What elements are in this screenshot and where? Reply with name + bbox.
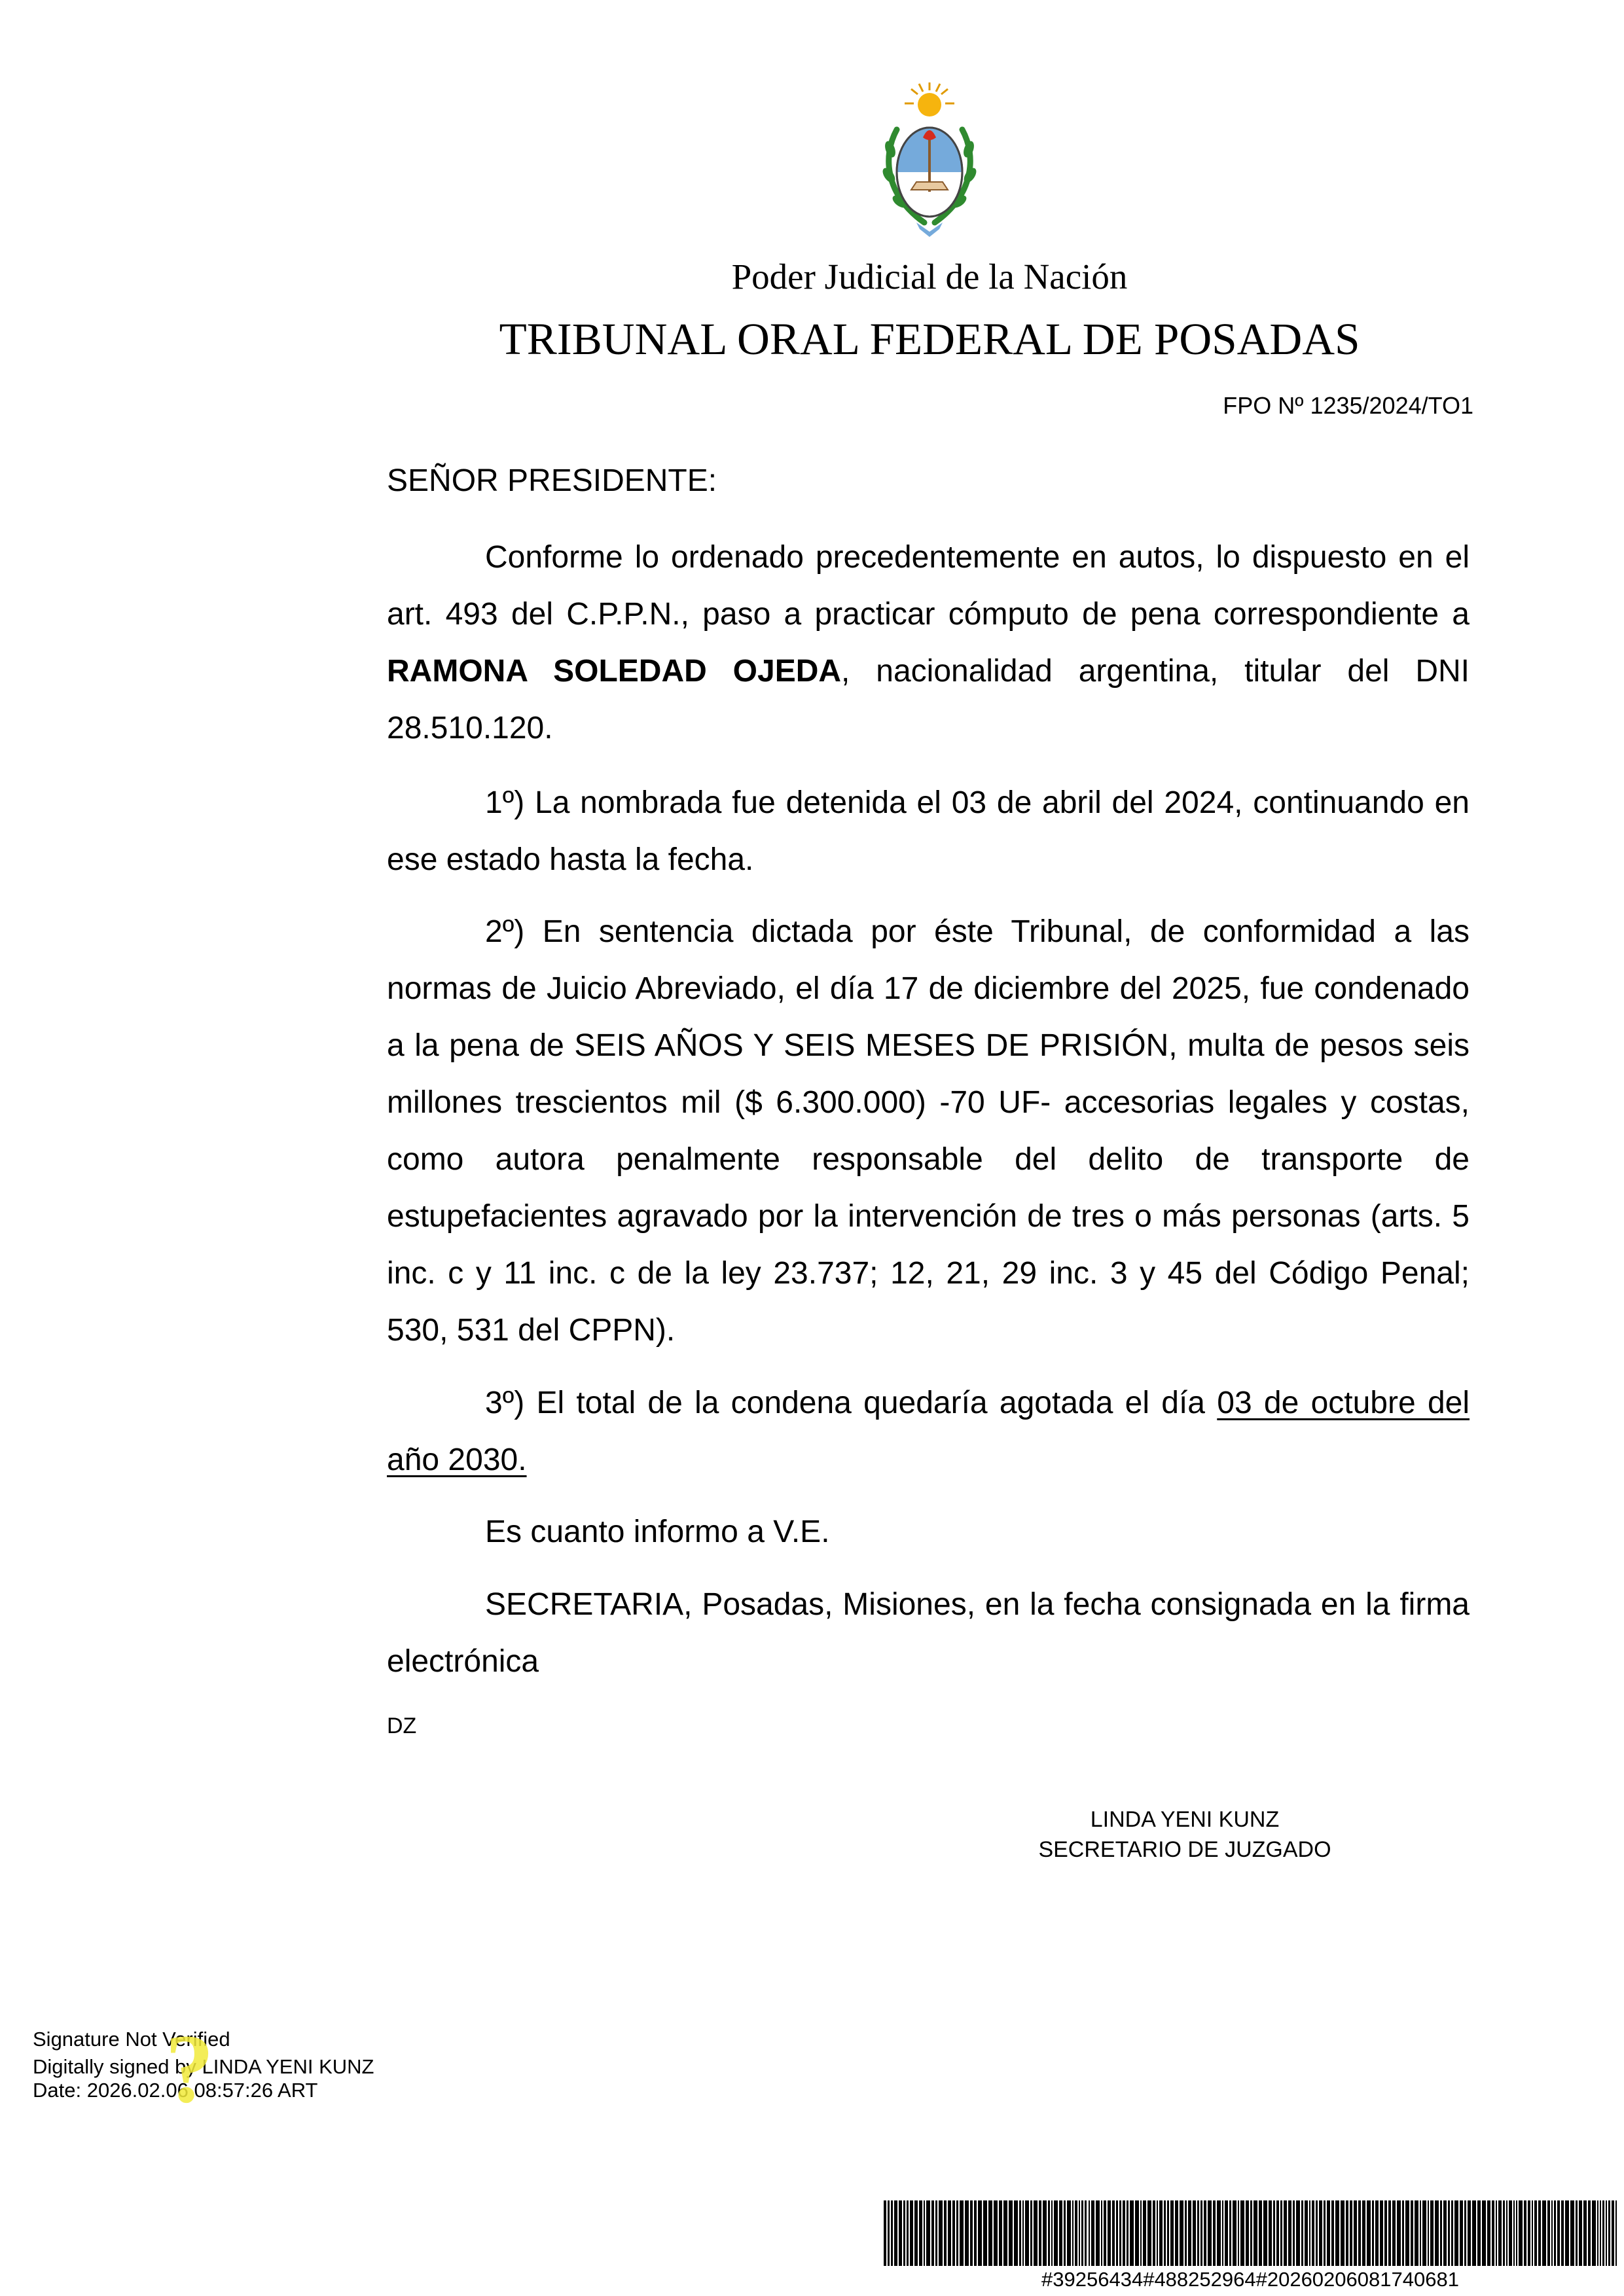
barcode-bar — [1305, 2200, 1308, 2266]
barcode-bar — [1570, 2200, 1574, 2266]
barcode-bar — [1372, 2200, 1374, 2266]
barcode-bar — [965, 2200, 969, 2266]
barcode-bar — [1324, 2200, 1326, 2266]
barcode-bar — [888, 2200, 890, 2266]
barcode-bar — [1565, 2200, 1569, 2266]
barcode-bar — [1293, 2200, 1295, 2266]
barcode-bar — [1506, 2200, 1507, 2266]
barcode-bar — [907, 2200, 909, 2266]
barcode-bar — [1022, 2200, 1024, 2266]
barcode-bar — [1384, 2200, 1387, 2266]
barcode-bar — [1528, 2200, 1530, 2266]
barcode-bar — [1331, 2200, 1334, 2266]
barcode-bar — [1319, 2200, 1322, 2266]
barcode-bar — [974, 2200, 977, 2266]
barcode-bar — [899, 2200, 902, 2266]
barcode-bar — [1222, 2200, 1223, 2266]
barcode-bar — [988, 2200, 992, 2266]
barcode-bar — [919, 2200, 922, 2266]
barcode-bar — [1048, 2200, 1050, 2266]
barcode-bar — [1081, 2200, 1083, 2266]
barcode-bar — [1238, 2200, 1239, 2266]
barcode-bar — [1440, 2200, 1442, 2266]
barcode-bar — [1397, 2200, 1401, 2266]
barcode-bar — [978, 2200, 982, 2266]
intro-text-end: , nacionalidad argentina, titular del DNI 28.510.120. — [387, 654, 1470, 745]
barcode-bar — [1043, 2200, 1047, 2266]
barcode-bar — [1208, 2200, 1212, 2266]
barcode-bar — [1380, 2200, 1383, 2266]
barcode-bar — [1448, 2200, 1450, 2266]
barcode-bar — [1341, 2200, 1344, 2266]
barcode-bar — [1054, 2200, 1058, 2266]
barcode-bar — [1561, 2200, 1564, 2266]
barcode-bar — [931, 2200, 934, 2266]
barcode-bar — [1127, 2200, 1128, 2266]
barcode-bar — [1269, 2200, 1272, 2266]
barcode-bar — [1143, 2200, 1146, 2266]
barcode-bar — [1551, 2200, 1553, 2266]
barcode-bar — [1301, 2200, 1303, 2266]
barcode-bar — [1119, 2200, 1121, 2266]
barcode-bar — [1112, 2200, 1115, 2266]
barcode — [884, 2200, 1617, 2266]
barcode-bar — [1188, 2200, 1191, 2266]
barcode-bar — [1135, 2200, 1139, 2266]
signature-unverified-icon: ? — [165, 2015, 214, 2123]
barcode-bar — [1498, 2200, 1502, 2266]
sentence-end-date: 03 de octubre del año 2030. — [387, 1386, 1470, 1477]
barcode-bar — [914, 2200, 918, 2266]
digital-signature-block — [33, 2028, 399, 2102]
barcode-bar — [1116, 2200, 1118, 2266]
barcode-bar — [1254, 2200, 1257, 2266]
barcode-bar — [935, 2200, 937, 2266]
barcode-bar — [1200, 2200, 1202, 2266]
barcode-bar — [1542, 2200, 1546, 2266]
barcode-bar — [1503, 2200, 1505, 2266]
signer-block — [1034, 1804, 1335, 1865]
barcode-bar — [1606, 2200, 1607, 2266]
barcode-bar — [1477, 2200, 1481, 2266]
shield-icon — [897, 128, 962, 217]
barcode-bar — [1034, 2200, 1038, 2266]
barcode-bar — [1534, 2200, 1537, 2266]
barcode-bar — [970, 2200, 973, 2266]
signature-status: Signature Not Verified — [33, 2028, 230, 2051]
barcode-bar — [1180, 2200, 1183, 2266]
barcode-bar — [1259, 2200, 1262, 2266]
barcode-bar — [1085, 2200, 1087, 2266]
barcode-bar — [1296, 2200, 1300, 2266]
barcode-bar — [1588, 2200, 1591, 2266]
barcode-bar — [1411, 2200, 1413, 2266]
barcode-bar — [1072, 2200, 1074, 2266]
barcode-bar — [1175, 2200, 1178, 2266]
barcode-bar — [1451, 2200, 1453, 2266]
barcode-bar — [1213, 2200, 1216, 2266]
signer-title: SECRETARIO DE JUZGADO — [1038, 1837, 1331, 1862]
barcode-bar — [1089, 2200, 1090, 2266]
barcode-bar — [1276, 2200, 1279, 2266]
barcode-bar — [1612, 2200, 1614, 2266]
barcode-bar — [1513, 2200, 1515, 2266]
barcode-bar — [999, 2200, 1002, 2266]
barcode-bar — [1388, 2200, 1391, 2266]
barcode-bar — [1108, 2200, 1111, 2266]
barcode-bar — [1579, 2200, 1582, 2266]
barcode-bar — [1153, 2200, 1155, 2266]
barcode-bar — [1204, 2200, 1206, 2266]
barcode-bar — [910, 2200, 913, 2266]
salutation: SEÑOR PRESIDENTE: — [387, 463, 717, 498]
barcode-bar — [956, 2200, 958, 2266]
court-name: TRIBUNAL ORAL FEDERAL DE POSADAS — [499, 314, 1360, 364]
barcode-bar — [1468, 2200, 1471, 2266]
barcode-bar — [1327, 2200, 1330, 2266]
third-text: 3º) El total de la condena quedaría agotada el día — [485, 1386, 1218, 1420]
barcode-bar — [1346, 2200, 1348, 2266]
barcode-bar — [1532, 2200, 1533, 2266]
barcode-bar — [1039, 2200, 1041, 2266]
barcode-bar — [1460, 2200, 1463, 2266]
barcode-bar — [1358, 2200, 1361, 2266]
barcode-bar — [1167, 2200, 1169, 2266]
barcode-bar — [1157, 2200, 1158, 2266]
barcode-bar — [1316, 2200, 1318, 2266]
barcode-bar — [1193, 2200, 1196, 2266]
barcode-bar — [1250, 2200, 1252, 2266]
barcode-bar — [1140, 2200, 1142, 2266]
barcode-bar — [1273, 2200, 1275, 2266]
barcode-bar — [884, 2200, 886, 2266]
barcode-bar — [1608, 2200, 1610, 2266]
barcode-bar — [1600, 2200, 1601, 2266]
barcode-bar — [1367, 2200, 1371, 2266]
barcode-bar — [1335, 2200, 1339, 2266]
barcode-bar — [1509, 2200, 1512, 2266]
intro-text-start: Conforme lo ordenado precedentemente en autos, lo dispuesto en el art. 493 del C.P.P.N., paso a practicar cómputo de pena correspondiente a — [387, 540, 1470, 632]
barcode-bar — [1312, 2200, 1314, 2266]
barcode-bar — [1147, 2200, 1151, 2266]
barcode-bar — [1464, 2200, 1466, 2266]
barcode-bar — [1482, 2200, 1486, 2266]
barcode-bar — [1615, 2200, 1617, 2266]
barcode-bar — [1164, 2200, 1166, 2266]
barcode-bar — [1233, 2200, 1236, 2266]
barcode-bar — [1059, 2200, 1062, 2266]
barcode-bar — [1263, 2200, 1267, 2266]
barcode-bar — [1554, 2200, 1556, 2266]
barcode-bar — [1602, 2200, 1604, 2266]
barcode-bar — [1280, 2200, 1282, 2266]
barcode-bar — [1288, 2200, 1291, 2266]
barcode-bar — [1197, 2200, 1199, 2266]
barcode-bar — [1075, 2200, 1077, 2266]
paragraph-first: 1º) La nombrada fue detenida el 03 de abril del 2024, continuando en ese estado hasta la fecha. — [387, 785, 1470, 877]
barcode-bar — [1091, 2200, 1094, 2266]
barcode-bar — [1392, 2200, 1396, 2266]
case-number: FPO Nº 1235/2024/TO1 — [1223, 392, 1473, 419]
barcode-text: #39256434#488252964#20260206081740681 — [1041, 2268, 1459, 2291]
barcode-bar — [924, 2200, 925, 2266]
defendant-name: RAMONA SOLEDAD OJEDA — [387, 654, 842, 689]
barcode-bar — [960, 2200, 964, 2266]
intro-paragraph — [387, 529, 1470, 757]
barcode-bar — [1051, 2200, 1053, 2266]
barcode-bar — [903, 2200, 905, 2266]
barcode-bar — [1402, 2200, 1404, 2266]
paragraph-third — [387, 1374, 1470, 1488]
barcode-bar — [1067, 2200, 1071, 2266]
barcode-bar — [1405, 2200, 1409, 2266]
barcode-bar — [1538, 2200, 1541, 2266]
barcode-bar — [1240, 2200, 1244, 2266]
barcode-bar — [1064, 2200, 1066, 2266]
barcode-bar — [1003, 2200, 1007, 2266]
place-paragraph: SECRETARIA, Posadas, Misiones, en la fecha consignada en la firma electrónica — [387, 1587, 1470, 1679]
barcode-bar — [1375, 2200, 1379, 2266]
barcode-bar — [1159, 2200, 1163, 2266]
barcode-bar — [948, 2200, 951, 2266]
barcode-bar — [1428, 2200, 1429, 2266]
barcode-bar — [1170, 2200, 1174, 2266]
initials: DZ — [387, 1713, 417, 1738]
barcode-bar — [1217, 2200, 1221, 2266]
closing-paragraph: Es cuanto informo a V.E. — [485, 1515, 830, 1549]
sun-icon — [905, 82, 954, 117]
barcode-bar — [1284, 2200, 1287, 2266]
barcode-bar — [891, 2200, 893, 2266]
barcode-bar — [1516, 2200, 1517, 2266]
barcode-bar — [944, 2200, 947, 2266]
barcode-bar — [894, 2200, 897, 2266]
barcode-bar — [1025, 2200, 1029, 2266]
barcode-bar — [1415, 2200, 1418, 2266]
barcode-bar — [1354, 2200, 1357, 2266]
barcode-bar — [1435, 2200, 1439, 2266]
barcode-bar — [1019, 2200, 1021, 2266]
barcode-bar — [1123, 2200, 1125, 2266]
signature-signed-by: Digitally signed by LINDA YENI KUNZ — [33, 2055, 374, 2078]
barcode-bar — [1079, 2200, 1080, 2266]
barcode-bar — [1547, 2200, 1550, 2266]
coat-of-arms-seal — [871, 77, 988, 238]
institution-name: Poder Judicial de la Nación — [731, 257, 1128, 296]
barcode-bar — [1009, 2200, 1013, 2266]
barcode-bar — [1422, 2200, 1426, 2266]
barcode-bar — [1472, 2200, 1476, 2266]
signer-name: LINDA YENI KUNZ — [1090, 1807, 1280, 1832]
barcode-bar — [1583, 2200, 1587, 2266]
signature-date: Date: 2026.02.06 08:57:26 ART — [33, 2079, 318, 2102]
barcode-bar — [1014, 2200, 1018, 2266]
barcode-bar — [1496, 2200, 1497, 2266]
barcode-bar — [1597, 2200, 1598, 2266]
barcode-bar — [1430, 2200, 1434, 2266]
barcode-bar — [1492, 2200, 1494, 2266]
paragraph-second: 2º) En sentencia dictada por éste Tribunal, de conformidad a las normas de Juicio Abreviado, el día 17 de diciembre del 2025, fue condenado a la pena de SEIS AÑOS Y SEIS MESES DE PRISIÓN, multa de pesos seis millones trescientos mil ($ 6.300.000) -70 UF- accesorias legales y costas, como autora penalmente responsable del delito de transporte de estupefacientes agravado por la intervención de tres o más personas (arts. 5 inc. c y 11 inc. c de la ley 23.737; 12, 21, 29 inc. 3 y 45 del Código Penal; 530, 531 del CPPN). — [387, 914, 1470, 1348]
barcode-bar — [994, 2200, 998, 2266]
barcode-bar — [983, 2200, 987, 2266]
barcode-bar — [1350, 2200, 1352, 2266]
barcode-bar — [1592, 2200, 1596, 2266]
barcode-bar — [1524, 2200, 1526, 2266]
barcode-bar — [1487, 2200, 1490, 2266]
barcode-bar — [1454, 2200, 1458, 2266]
barcode-bar — [1557, 2200, 1560, 2266]
barcode-bar — [1185, 2200, 1187, 2266]
barcode-bar — [1130, 2200, 1134, 2266]
ribbon-icon — [916, 223, 943, 237]
barcode-bar — [1519, 2200, 1523, 2266]
barcode-bar — [1362, 2200, 1365, 2266]
barcode-bar — [952, 2200, 955, 2266]
barcode-bar — [1246, 2200, 1249, 2266]
barcode-bar — [926, 2200, 930, 2266]
barcode-bar — [1309, 2200, 1310, 2266]
barcode-bar — [1104, 2200, 1106, 2266]
barcode-bar — [939, 2200, 943, 2266]
barcode-bar — [1096, 2200, 1100, 2266]
barcode-bar — [1420, 2200, 1421, 2266]
barcode-bar — [1101, 2200, 1102, 2266]
barcode-bar — [1225, 2200, 1228, 2266]
barcode-bar — [1229, 2200, 1231, 2266]
barcode-bar — [1576, 2200, 1578, 2266]
barcode-bar — [1030, 2200, 1032, 2266]
barcode-bar — [1443, 2200, 1447, 2266]
